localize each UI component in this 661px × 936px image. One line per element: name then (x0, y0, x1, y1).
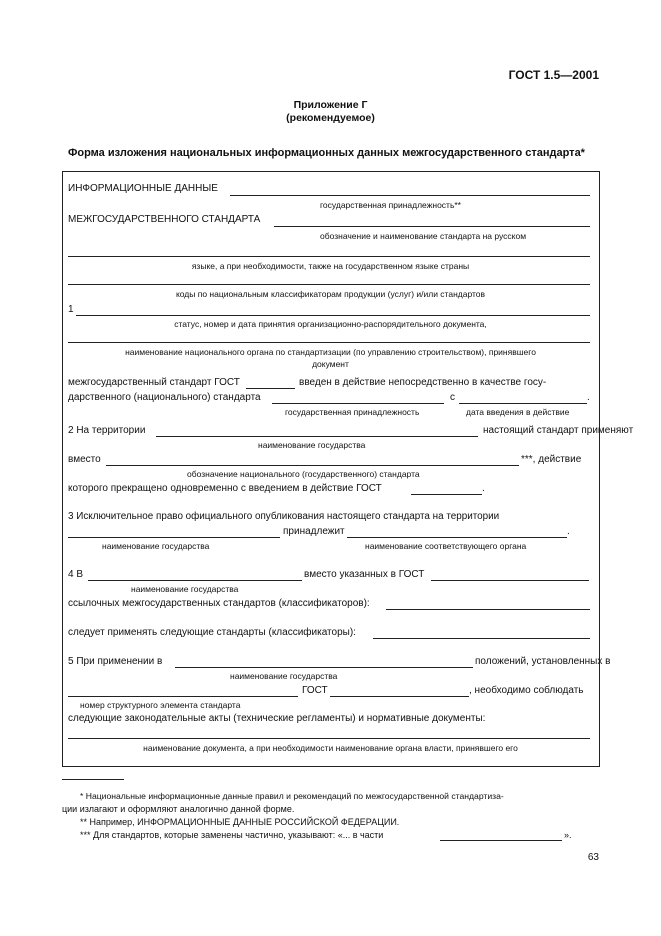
fill-line (246, 388, 295, 389)
fill-line (347, 537, 567, 538)
fill-line (386, 609, 590, 610)
fill-line (175, 667, 473, 668)
period: . (587, 392, 590, 403)
caption-authority-name: наименование соответствующего органа (365, 541, 527, 551)
info-data-label: ИНФОРМАЦИОННЫЕ ДАННЫЕ (68, 183, 218, 194)
fill-line (274, 226, 590, 227)
caption-national-body: наименование национального органа по стандартизации (по управлению строительством), принявшего (125, 347, 536, 357)
fill-line (373, 638, 590, 639)
fill-line (106, 465, 519, 466)
fill-line (88, 580, 302, 581)
interstate-gost-label: межгосударственный стандарт ГОСТ (68, 377, 240, 388)
caption-classifier-codes: коды по национальным классификаторам продукции (услуг) и/или стандартов (175, 289, 486, 299)
caption-state-name-3: наименование государства (131, 584, 239, 594)
fill-line (76, 315, 590, 316)
fill-line (68, 256, 590, 257)
fill-line (156, 436, 478, 437)
item-2-label: 2 На территории (68, 425, 146, 436)
caption-status: статус, номер и дата принятия организационно-распорядительного документа, (174, 319, 487, 329)
caption-national-standard: обозначение национального (государственного) стандарта (187, 469, 420, 479)
fill-line (330, 696, 469, 697)
period: . (482, 483, 485, 494)
caption-state-name: наименование государства (258, 440, 366, 450)
caption-state-affiliation: государственная принадлежность** (320, 200, 461, 210)
appendix-title: Приложение Г (293, 99, 368, 111)
gost-label: ГОСТ (302, 685, 328, 696)
apply-following-text: следует применять следующие стандарты (классификаторы): (68, 627, 356, 638)
item-3-text: 3 Исключительное право официального опубликования настоящего стандарта на территории (68, 511, 500, 522)
fill-line (68, 342, 590, 343)
standard-number: ГОСТ 1.5—2001 (508, 68, 599, 82)
fill-line (459, 403, 587, 404)
appendix-subtitle: (рекомендуемое) (286, 112, 375, 124)
legislative-acts-text: следующие законодательные акты (технические регламенты) и нормативные документы: (68, 713, 486, 724)
footnote-3-end: ». (564, 830, 572, 840)
footnote-1-continued: ции излагают и оформляют аналогично данной форме. (62, 804, 295, 814)
caption-state-name-4: наименование государства (230, 671, 338, 681)
caption-state-name-2: наименование государства (102, 541, 210, 551)
item-5-label: 5 При применении в (68, 656, 163, 667)
instead-of-gost-text: вместо указанных в ГОСТ (304, 569, 425, 580)
belongs-text: принадлежит (283, 526, 345, 537)
footnote-1: * Национальные информационные данные правил и рекомендаций по межгосударственной стандартиза- (80, 791, 504, 801)
fill-line (411, 494, 482, 495)
fill-line (68, 537, 280, 538)
introduced-text: введен в действие непосредственно в качестве госу- (299, 377, 547, 388)
caption-document-name: наименование документа, а при необходимости наименование органа власти, принявшего его (143, 743, 518, 753)
from-text: с (450, 392, 455, 403)
period: . (567, 526, 570, 537)
fill-line (68, 696, 298, 697)
fill-line (431, 580, 589, 581)
item-1-number: 1 (68, 304, 74, 315)
must-observe-text: , необходимо соблюдать (469, 685, 584, 696)
caption-element-number: номер структурного элемента стандарта (80, 700, 241, 710)
fill-line (68, 738, 590, 739)
interstate-standard-label: МЕЖГОСУДАРСТВЕННОГО СТАНДАРТА (68, 214, 261, 225)
fill-line (68, 284, 590, 285)
fill-line (230, 195, 590, 196)
footnote-3: *** Для стандартов, которые заменены частично, указывают: «... в части (80, 830, 384, 840)
item-4-label: 4 В (68, 569, 84, 580)
caption-effective-date: дата введения в действие (466, 407, 570, 417)
caption-state-affiliation-2: государственная принадлежность (285, 407, 420, 417)
fill-line (272, 403, 444, 404)
caption-language: языке, а при необходимости, также на государственном языке страны (191, 261, 470, 271)
validity-text: ***, действие (521, 454, 582, 465)
caption-document: документ (312, 359, 349, 369)
footnote-2: ** Например, ИНФОРМАЦИОННЫЕ ДАННЫЕ РОССИЙСКОЙ ФЕДЕРАЦИИ. (80, 817, 400, 827)
terminated-text: которого прекращено одновременно с введением в действие ГОСТ (68, 483, 382, 494)
national-standard-label: дарственного (национального) стандарта (68, 392, 261, 403)
provisions-text: положений, установленных в (475, 656, 611, 667)
applied-text: настоящий стандарт применяют (483, 425, 634, 436)
footnote-divider (62, 779, 124, 780)
referenced-standards-text: ссылочных межгосударственных стандартов (классификаторов): (68, 598, 370, 609)
fill-line (440, 840, 562, 841)
form-title: Форма изложения национальных информационных данных межгосударственного стандарта* (68, 147, 585, 159)
instead-label: вместо (68, 454, 101, 465)
page-number: 63 (587, 852, 599, 863)
caption-designation: обозначение и наименование стандарта на русском (320, 231, 527, 241)
